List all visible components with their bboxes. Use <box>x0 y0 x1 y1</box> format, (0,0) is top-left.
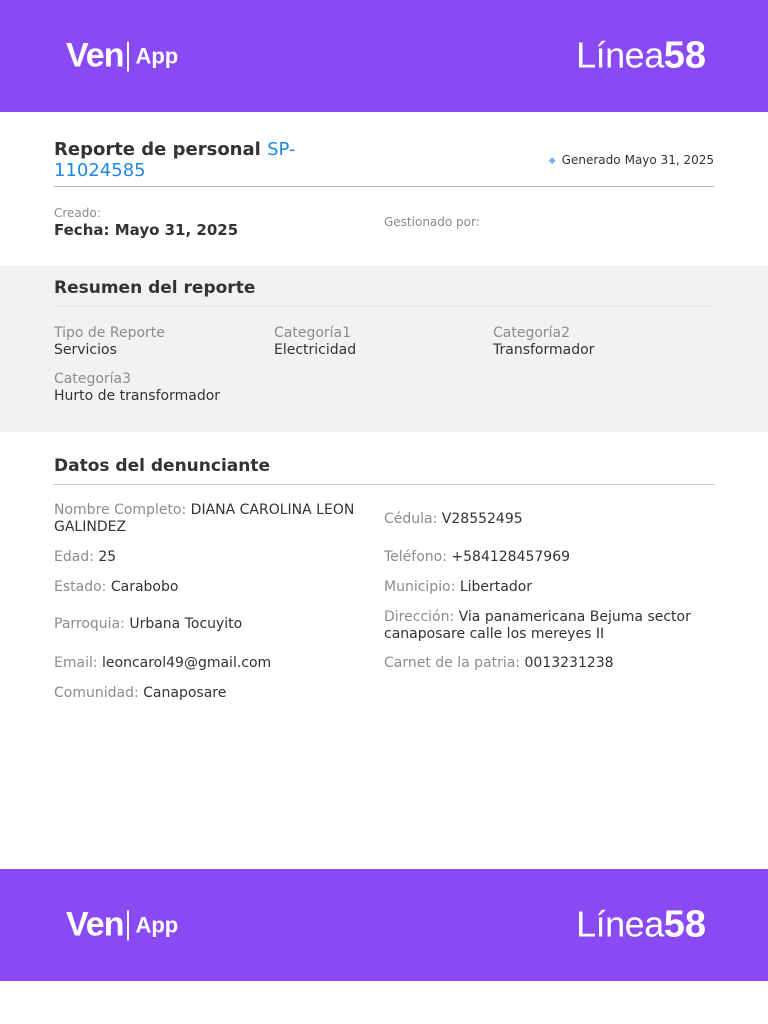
field-value: DIANA CAROLINA LEON GALINDEZ <box>54 502 355 535</box>
field-value: V28552495 <box>441 511 523 527</box>
summary-field-category3 <box>54 371 220 405</box>
logo-linea-word: Línea <box>576 903 664 945</box>
summary-field-category1 <box>274 325 356 359</box>
logo-linea-word: Línea <box>576 34 664 76</box>
managed-by-label: Gestionado por: <box>384 215 480 229</box>
field-value: Transformador <box>493 342 595 358</box>
logo-divider <box>127 910 129 940</box>
report-summary-section <box>0 266 768 432</box>
complainant-parish <box>54 616 364 633</box>
field-label: Parroquia: <box>54 616 125 632</box>
logo-app-text: App <box>135 912 179 937</box>
field-value: 0013231238 <box>524 655 614 671</box>
report-header <box>54 139 714 181</box>
logo-linea-number: 58 <box>663 903 706 946</box>
linea58-logo <box>576 904 706 947</box>
summary-title: Resumen del reporte <box>54 278 256 298</box>
complainant-age <box>54 549 364 566</box>
field-value: 25 <box>98 549 117 565</box>
field-value: Carabobo <box>110 579 179 595</box>
field-value: Servicios <box>54 342 117 358</box>
generated-date: Mayo 31, 2025 <box>624 153 714 167</box>
linea58-logo <box>576 35 706 78</box>
complainant-title: Datos del denunciante <box>54 456 271 476</box>
complainant-homeland-card <box>384 655 714 672</box>
field-label: Dirección: <box>384 609 455 625</box>
field-label: Estado: <box>54 579 107 595</box>
field-value: Via panamericana Bejuma sector canaposare calle los mereyes II <box>384 609 691 642</box>
field-value: Urbana Tocuyito <box>129 616 243 632</box>
field-value: Canaposare <box>143 685 227 701</box>
summary-field-report-type <box>54 325 165 359</box>
report-code: SP-11024585 <box>54 139 296 181</box>
generated-info <box>549 153 714 167</box>
complainant-state <box>54 579 364 596</box>
created-date: Fecha: Mayo 31, 2025 <box>54 221 239 239</box>
field-label: Municipio: <box>384 579 456 595</box>
header-banner <box>0 0 768 112</box>
field-value: Electricidad <box>274 342 357 358</box>
field-label: Carnet de la patria: <box>384 655 521 671</box>
complainant-phone <box>384 549 714 566</box>
summary-divider <box>54 306 714 307</box>
field-value: +584128457969 <box>451 549 571 565</box>
field-label: Comunidad: <box>54 685 139 701</box>
field-value: Libertador <box>459 579 533 595</box>
venapp-logo <box>66 37 178 76</box>
logo-divider <box>127 41 129 71</box>
complainant-email <box>54 655 364 672</box>
footer-banner <box>0 869 768 981</box>
field-label: Teléfono: <box>384 549 447 565</box>
complainant-address <box>384 609 714 643</box>
report-title <box>54 139 314 181</box>
field-value: leoncarol49@gmail.com <box>102 655 272 671</box>
field-label: Email: <box>54 655 98 671</box>
field-label: Categoría3 <box>54 371 132 387</box>
venapp-logo <box>66 906 178 945</box>
complainant-id-number <box>384 511 714 528</box>
complainant-municipality <box>384 579 714 596</box>
logo-ven-text: Ven <box>66 36 124 75</box>
summary-field-category2 <box>493 325 594 359</box>
field-label: Tipo de Reporte <box>54 325 165 341</box>
field-label: Cédula: <box>384 511 438 527</box>
complainant-divider <box>54 484 714 485</box>
created-label: Creado: <box>54 206 101 220</box>
field-label: Categoría1 <box>274 325 352 341</box>
field-label: Categoría2 <box>493 325 571 341</box>
logo-linea-number: 58 <box>663 34 706 77</box>
logo-app-text: App <box>135 43 179 68</box>
report-title-text: Reporte de personal <box>54 139 261 160</box>
logo-ven-text: Ven <box>66 905 124 944</box>
field-label: Nombre Completo: <box>54 502 187 518</box>
complainant-full-name <box>54 502 364 536</box>
bullet-icon: ◆ <box>548 156 556 166</box>
complainant-community <box>54 685 364 702</box>
field-label: Edad: <box>54 549 94 565</box>
field-value: Hurto de transformador <box>54 388 221 404</box>
generated-label: Generado <box>561 153 621 167</box>
header-divider <box>54 186 714 187</box>
